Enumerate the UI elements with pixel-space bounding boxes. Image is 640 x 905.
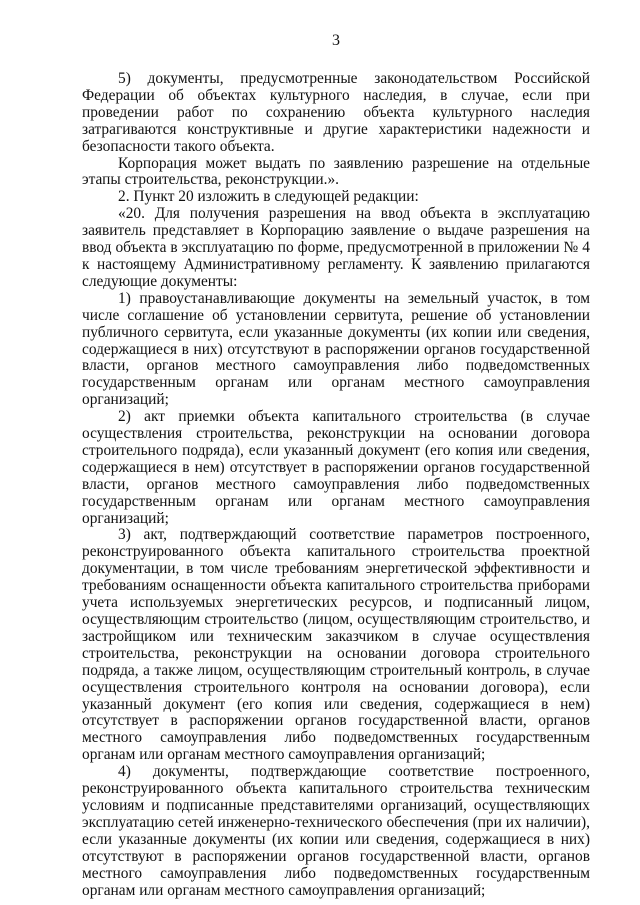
paragraph-amendment-point-2: 2. Пункт 20 изложить в следующей редакции: xyxy=(118,188,419,206)
page-number: 3 xyxy=(332,32,340,49)
paragraph-list-item-3: 3) акт, подтверждающий соответствие параметров построенного, реконструированного объекта капитального строительства проектной документации, в том числе требованиям энергетической эффективности и требованиям оснащенности объекта капитального строительства приборами учета используемых энергетических ресурсов, и подписанный лицом, осуществляющим строительство (лицом, осуществляющим строительство, и застройщиком или техническим заказчиком в случае осуществления строительства, реконструкции на основании договора строительного подряда, а также лицом, осуществляющим строительный контроль, в случае осуществления строительного контроля на основании договора), если указанный документ (его копия или сведения, содержащиеся в нем) отсутствует в распоряжении органов государственной власти, органов местного самоуправления либо подведомственных государственным органам или органам местного самоуправления организаций; xyxy=(82,526,590,764)
paragraph-item-5: 5) документы, предусмотренные законодательством Российской Федерации об объектах культурного наследия, в случае, если при проведении работ по сохранению объекта культурного наследия затрагиваются конструктивные и другие характеристики надежности и безопасности такого объекта. xyxy=(82,70,590,155)
paragraph-point-20: «20. Для получения разрешения на ввод объекта в эксплуатацию заявитель представляет в Корпорацию заявление о выдаче разрешения на ввод объекта в эксплуатацию по форме, предусмотренной в приложении № 4 к настоящему Административному регламенту. К заявлению прилагаются следующие документы: xyxy=(82,205,590,290)
paragraph-list-item-2: 2) акт приемки объекта капитального строительства (в случае осуществления строительства, реконструкции на основании договора строительного подряда), если указанный документ (его копия или сведения, содержащиеся в нем) отсутствует в распоряжении органов государственной власти, органов местного самоуправления либо подведомственных государственным органам или органам местного самоуправления организаций; xyxy=(82,408,590,527)
paragraph-list-item-1: 1) правоустанавливающие документы на земельный участок, в том числе соглашение об установлении сервитута, решение об установлении публичного сервитута, если указанные документы (их копии или сведения, содержащиеся в них) отсутствуют в распоряжении органов государственной власти, органов местного самоуправления либо подведомственных государственным органам или органам местного самоуправления организаций; xyxy=(82,289,590,409)
paragraph-list-item-4: 4) документы, подтверждающие соответствие построенного, реконструированного объекта капитального строительства техническим условиям и подписанные представителями организаций, осуществляющих эксплуатацию сетей инженерно-технического обеспечения (при их наличии), если указанные документы (их копии или сведения, содержащиеся в них) отсутствуют в распоряжении органов государственной власти, органов местного самоуправления либо подведомственных государственным органам или органам местного самоуправления организаций; xyxy=(82,763,590,899)
paragraph-permit-stages: Корпорация может выдать по заявлению разрешение на отдельные этапы строительства, реконструкции.». xyxy=(82,154,590,189)
